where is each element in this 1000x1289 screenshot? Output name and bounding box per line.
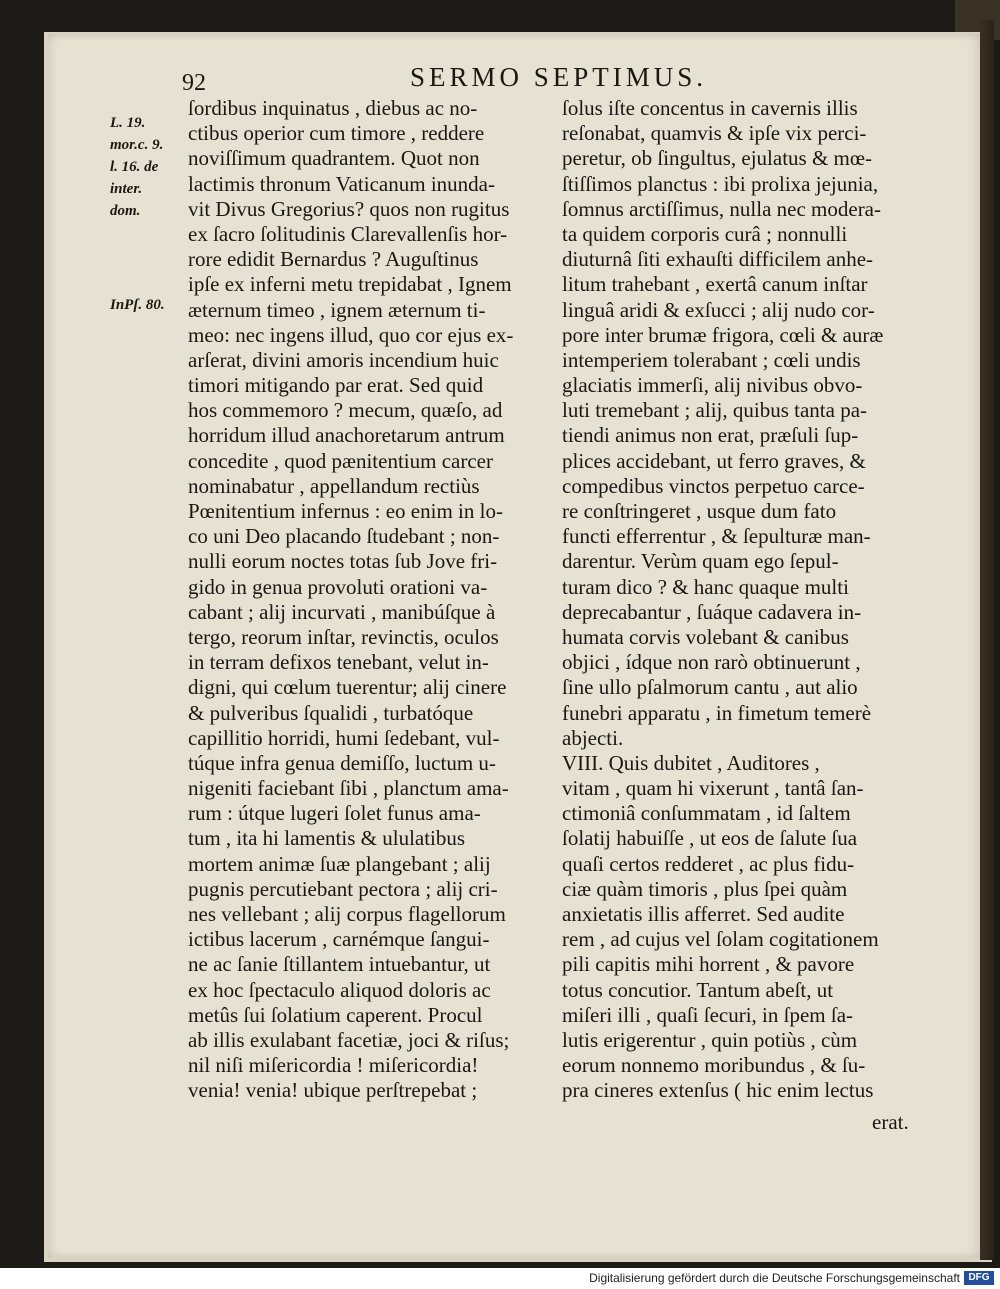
text-line: & pulveribus ſqualidi , turbatóque: [188, 700, 474, 725]
margin-note-line: L. 19.: [110, 115, 146, 131]
right-text-column: [562, 96, 914, 1104]
text-line: ſtiſſimos planctus : ibi prolixa jejunia,: [562, 171, 879, 196]
text-line: peretur, ob ſingultus, ejulatus & mœ-: [562, 146, 873, 171]
text-line: deprecabantur , ſuáque cadavera in-: [562, 599, 862, 624]
text-line: noviſſimum quadrantem. Quot non: [188, 146, 480, 171]
text-line: mortem animæ ſuæ plangebant ; alij: [188, 851, 491, 876]
margin-note-citation: [110, 112, 163, 222]
text-line: ſine ullo pſalmorum cantu , aut alio: [562, 675, 858, 700]
margin-note-line: mor.c. 9.: [110, 137, 164, 153]
text-line: miſeri illi , quaſi ſecuri, in ſpem ſa-: [562, 1002, 854, 1027]
text-line: ipſe ex inferni metu trepidabat , Ignem: [188, 272, 512, 297]
text-line: concedite , quod pænitentium carcer: [188, 448, 493, 473]
text-line: turam dico ? & hanc quaque multi: [562, 574, 849, 599]
text-line: ex hoc ſpectaculo aliquod doloris ac: [188, 977, 491, 1002]
text-line: ab illis exulabant facetiæ, joci & riſus;: [188, 1027, 510, 1052]
text-line: nil niſi miſericordia ! miſericordia!: [188, 1053, 479, 1078]
margin-note-line: dom.: [110, 203, 141, 219]
text-line: nes vellebant ; alij corpus flagellorum: [188, 902, 506, 926]
page-edge: [980, 20, 994, 1260]
dfg-logo: DFG: [964, 1271, 994, 1285]
text-line: funebri apparatu , in fimetum temerè: [562, 700, 872, 725]
running-title: SERMO SEPTIMUS.: [410, 62, 708, 92]
text-line: ſomnus arctiſſimus, nulla nec modera-: [562, 196, 881, 221]
text-line: eorum nonnemo moribundus , & ſu-: [562, 1053, 866, 1078]
text-line: timori mitigando par erat. Sed quid: [188, 373, 484, 398]
text-line: arſerat, divini amoris incendium huic: [188, 347, 499, 372]
text-line: linguâ aridi & exſucci ; alij nudo cor-: [562, 297, 875, 322]
text-line: vit Divus Gregorius? quos non rugitus: [188, 196, 510, 221]
text-line: tergo, reorum inſtar, revinctis, oculos: [188, 624, 499, 649]
text-line: Pœnitentium infernus : eo enim in lo-: [188, 499, 503, 523]
text-line: capillitio horridi, humi ſedebant, vul-: [188, 725, 500, 750]
text-line: rum : útque lugeri ſolet funus ama-: [188, 801, 481, 826]
margin-note-line: InPſ. 80.: [110, 297, 165, 313]
text-line: hos commemoro ? mecum, quæſo, ad: [188, 398, 503, 423]
text-line: ſolatij habuiſſe , ut eos de ſalute ſua: [562, 826, 858, 851]
text-line: in terram defixos tenebant, velut in-: [188, 650, 489, 675]
text-line: ex ſacro ſolitudinis Clarevallenſis hor-: [188, 221, 508, 246]
text-line: pore inter brumæ frigora, cœli & auræ: [562, 322, 884, 347]
text-line: re conſtringeret , usque dum fato: [562, 499, 837, 523]
text-line: ne ac ſanie ſtillantem intuebantur, ut: [188, 952, 491, 977]
margin-note-line: inter.: [110, 181, 143, 197]
funding-credit: Digitalisierung gefördert durch die Deutsche Forschungsgemeinschaft: [589, 1271, 960, 1285]
text-line: glaciatis immerſi, alij nivibus obvo-: [562, 373, 863, 398]
text-line: vitam , quam hi vixerunt , tantâ ſan-: [562, 776, 864, 801]
text-line: ctimoniâ conſummatam , id ſaltem: [562, 801, 851, 826]
text-line: nigeniti faciebant ſibi , planctum ama-: [188, 776, 509, 801]
text-line: pra cineres extenſus ( hic enim lectus: [562, 1078, 874, 1103]
text-line: humata corvis volebant & canibus: [562, 624, 849, 649]
text-line: ſolus iſte concentus in cavernis illis: [562, 96, 858, 120]
text-line: horridum illud anachoretarum antrum: [188, 423, 505, 448]
footer-bar: [0, 1268, 1000, 1289]
text-line: ictibus lacerum , carnémque ſangui-: [188, 927, 490, 952]
catchword: erat.: [872, 1110, 909, 1134]
text-line: objici , ídque non rarò obtinuerunt ,: [562, 650, 861, 675]
text-line: rore edidit Bernardus ? Auguſtinus: [188, 247, 479, 272]
text-line: totus concutior. Tantum abeſt, ut: [562, 977, 834, 1002]
text-line: lutis erigerentur , quin potiùs , cùm: [562, 1027, 858, 1052]
text-line: diuturnâ ſiti exhauſti difficilem anhe-: [562, 247, 874, 272]
text-line: intemperiem tolerabant ; cœli undis: [562, 347, 861, 372]
text-line: digni, qui cœlum tuerentur; alij cinere: [188, 675, 507, 700]
text-line: tum , ita hi lamentis & ululatibus: [188, 826, 466, 851]
text-line: gido in genua provoluti orationi va-: [188, 574, 488, 599]
text-line: luti tremebant ; alij, quibus tanta pa-: [562, 398, 868, 423]
text-line: abjecti.: [562, 725, 624, 750]
text-line: rem , ad cujus vel ſolam cogitationem: [562, 927, 879, 952]
text-line: reſonabat, quamvis & ipſe vix perci-: [562, 121, 867, 146]
text-line: ſordibus inquinatus , diebus ac no-: [188, 96, 478, 120]
text-line: compedibus vinctos perpetuo carce-: [562, 473, 865, 498]
text-line: litum trahebant , exertâ canum inſtar: [562, 272, 868, 297]
text-line: darentur. Verùm quam ego ſepul-: [562, 549, 839, 574]
text-line: túque infra genua demiſſo, luctum u-: [188, 750, 496, 775]
text-line: ctibus operior cum timore , reddere: [188, 121, 485, 146]
text-line: co uni Deo placando ſtudebant ; non-: [188, 524, 500, 549]
text-line: cabant ; alij incurvati , manibúſque à: [188, 599, 496, 624]
text-line: venia! venia! ubique perſtrepebat ;: [188, 1078, 478, 1103]
text-line: ciæ quàm timoris , plus ſpei quàm: [562, 876, 848, 901]
text-line: quaſi certos redderet , ac plus fidu-: [562, 851, 855, 876]
text-line: VIII. Quis dubitet , Auditores ,: [562, 750, 820, 775]
text-line: meo: nec ingens illud, quo cor ejus ex-: [188, 322, 514, 347]
text-line: nulli eorum noctes totas ſub Jove fri-: [188, 549, 498, 574]
text-line: anxietatis illis afferret. Sed audite: [562, 902, 845, 926]
text-line: metûs ſui ſolatium caperent. Procul: [188, 1002, 483, 1027]
text-line: tiendi animus non erat, præſuli ſup-: [562, 423, 859, 448]
text-line: functi efferrentur , & ſepulturæ man-: [562, 524, 871, 549]
text-line: pugnis percutiebant pectora ; alij cri-: [188, 876, 498, 901]
margin-note-line: l. 16. de: [110, 159, 159, 175]
text-line: ta quidem corporis curâ ; nonnulli: [562, 221, 848, 246]
text-line: æternum timeo , ignem æternum ti-: [188, 297, 486, 322]
text-line: plices accidebant, ut ferro graves, &: [562, 448, 866, 473]
left-text-column: [188, 96, 548, 1104]
text-line: nominabatur , appellandum rectiùs: [188, 473, 480, 498]
text-line: pili capitis mihi horrent , & pavore: [562, 952, 855, 977]
margin-note-psalm: [110, 294, 165, 316]
text-line: lactimis thronum Vaticanum inunda-: [188, 171, 495, 196]
page-number: 92: [182, 70, 206, 96]
